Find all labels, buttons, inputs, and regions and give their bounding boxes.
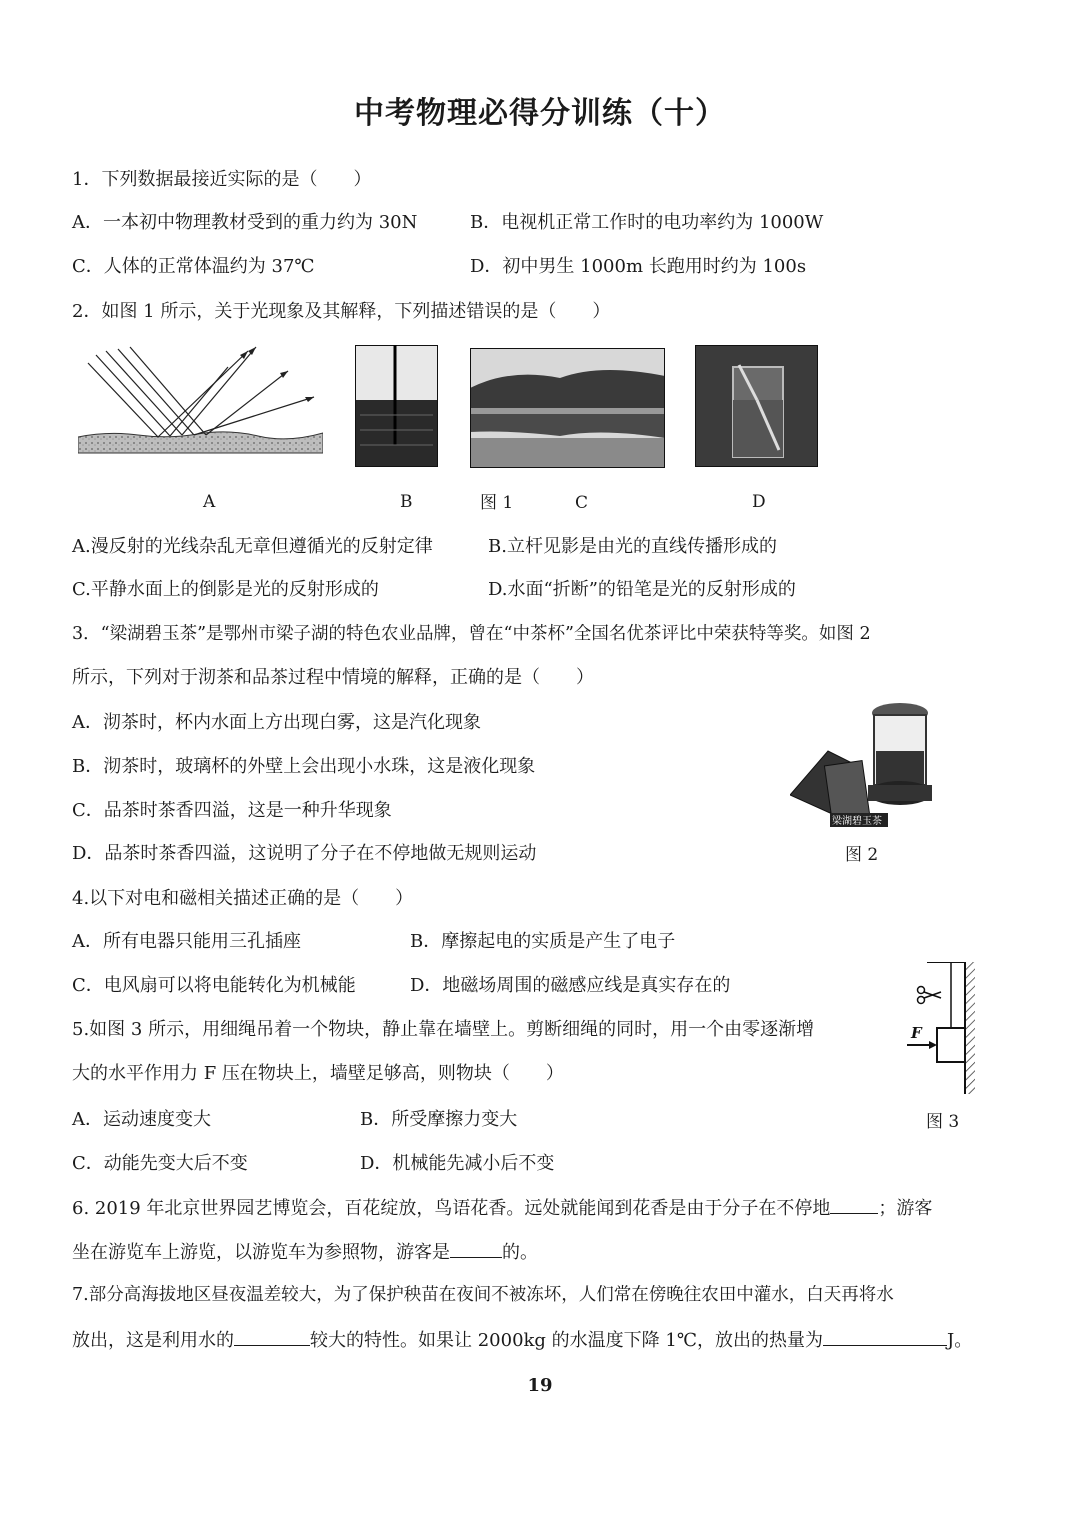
page-title: 中考物理必得分训练（十）: [354, 96, 726, 131]
q3-option-c: C．品茶时茶香四溢，这是一种升华现象: [72, 800, 392, 821]
q7-line2-mid: 较大的特性。如果让 2000kg 的水温度下降 1℃，放出的热量为: [310, 1330, 823, 1351]
q7-blank-2[interactable]: [823, 1327, 947, 1346]
q1-option-c: C．人体的正常体温约为 37℃: [72, 256, 315, 277]
q7-line1: 7.部分高海拔地区昼夜温差较大，为了保护秧苗在夜间不被冻坏，人们常在傍晚往农田中灌水，白天再将水: [72, 1285, 894, 1305]
q7-blank-1[interactable]: [234, 1327, 310, 1346]
q4-option-b: B．摩擦起电的实质是产生了电子: [410, 931, 676, 952]
q2-option-d: D.水面“折断”的铅笔是光的反射形成的: [488, 579, 796, 600]
page-number: 19: [527, 1375, 553, 1396]
fig1-label-b: B: [400, 492, 413, 512]
fig1-label-c: C: [575, 493, 589, 513]
q6-line1: [72, 1195, 932, 1221]
q4-option-d: D．地磁场周围的磁感应线是真实存在的: [410, 975, 731, 996]
water-reflection-figure: [470, 348, 665, 468]
diffuse-reflection-figure: [78, 345, 323, 455]
fig3-caption: 图 3: [926, 1112, 960, 1132]
q6-line1-tail: ；游客: [878, 1198, 933, 1219]
fig1-label-d: D: [752, 492, 766, 512]
bent-pencil-figure: [695, 345, 818, 467]
q6-line1-text: 6. 2019 年北京世界园艺博览会，百花绽放，鸟语花香。远处就能闻到花香是由于分子在不停地: [72, 1198, 831, 1219]
q3-option-d: D．品茶时茶香四溢，这说明了分子在不停地做无规则运动: [72, 843, 537, 864]
q7-line2-text: 放出，这是利用水的: [72, 1330, 234, 1351]
fig2-caption: 图 2: [845, 845, 879, 865]
fig1-label-a: A: [203, 492, 216, 512]
q2-option-b: B.立杆见影是由光的直线传播形成的: [488, 536, 777, 557]
q5-option-c: C．动能先变大后不变: [72, 1153, 248, 1174]
force-label: F: [911, 1024, 922, 1042]
q7-line2: [72, 1327, 972, 1353]
q4-option-c: C．电风扇可以将电能转化为机械能: [72, 975, 356, 996]
q5-stem-line2: 大的水平作用力 F 压在物块上，墙壁足够高，则物块（ ）: [72, 1063, 564, 1084]
q3-option-b: B．沏茶时，玻璃杯的外壁上会出现小水珠，这是液化现象: [72, 756, 536, 777]
fig1-caption: 图 1: [480, 493, 514, 513]
tea-package-text: 梁湖碧玉茶: [832, 816, 882, 827]
q6-blank-1[interactable]: [830, 1195, 878, 1214]
q2-option-a: A.漫反射的光线杂乱无章但遵循光的反射定律: [72, 536, 433, 557]
q3-stem-line2: 所示，下列对于沏茶和品茶过程中情境的解释，正确的是（ ）: [72, 667, 594, 688]
pole-shadow-figure: [355, 345, 438, 467]
q1-stem: 1．下列数据最接近实际的是（ ）: [72, 169, 372, 190]
q2-stem: 2．如图 1 所示，关于光现象及其解释，下列描述错误的是（ ）: [72, 301, 611, 322]
q3-option-a: A．沏茶时，杯内水面上方出现白雾，这是汽化现象: [72, 712, 481, 733]
q7-line2-tail: J。: [947, 1330, 973, 1351]
tea-figure: [790, 685, 940, 830]
q6-blank-2[interactable]: [450, 1239, 502, 1258]
q2-option-c: C.平静水面上的倒影是光的反射形成的: [72, 579, 379, 600]
q5-stem-line1: 5.如图 3 所示，用细绳吊着一个物块，静止靠在墙壁上。剪断细绳的同时，用一个由零逐渐增: [72, 1019, 815, 1040]
q1-option-a: A．一本初中物理教材受到的重力约为 30N: [72, 212, 418, 233]
q4-option-a: A．所有电器只能用三孔插座: [72, 931, 301, 952]
q5-option-a: A．运动速度变大: [72, 1109, 211, 1130]
q6-line2: [72, 1239, 538, 1265]
q3-stem-line1: 3．“梁湖碧玉茶”是鄂州市梁子湖的特色农业品牌，曾在“中茶杯”全国名优茶评比中荣获特等奖。如图 2: [72, 624, 871, 644]
q1-option-b: B．电视机正常工作时的电功率约为 1000W: [470, 212, 824, 233]
q6-line2-tail: 的。: [502, 1242, 538, 1263]
q5-option-d: D．机械能先减小后不变: [360, 1153, 555, 1174]
q5-option-b: B．所受摩擦力变大: [360, 1109, 518, 1130]
scissors-icon: [918, 987, 942, 1004]
q1-option-d: D．初中男生 1000m 长跑用时约为 100s: [470, 256, 807, 277]
q6-line2-text: 坐在游览车上游览，以游览车为参照物，游客是: [72, 1242, 450, 1263]
wall-block-figure: [905, 962, 980, 1097]
q4-stem: 4.以下对电和磁相关描述正确的是（ ）: [72, 888, 414, 909]
